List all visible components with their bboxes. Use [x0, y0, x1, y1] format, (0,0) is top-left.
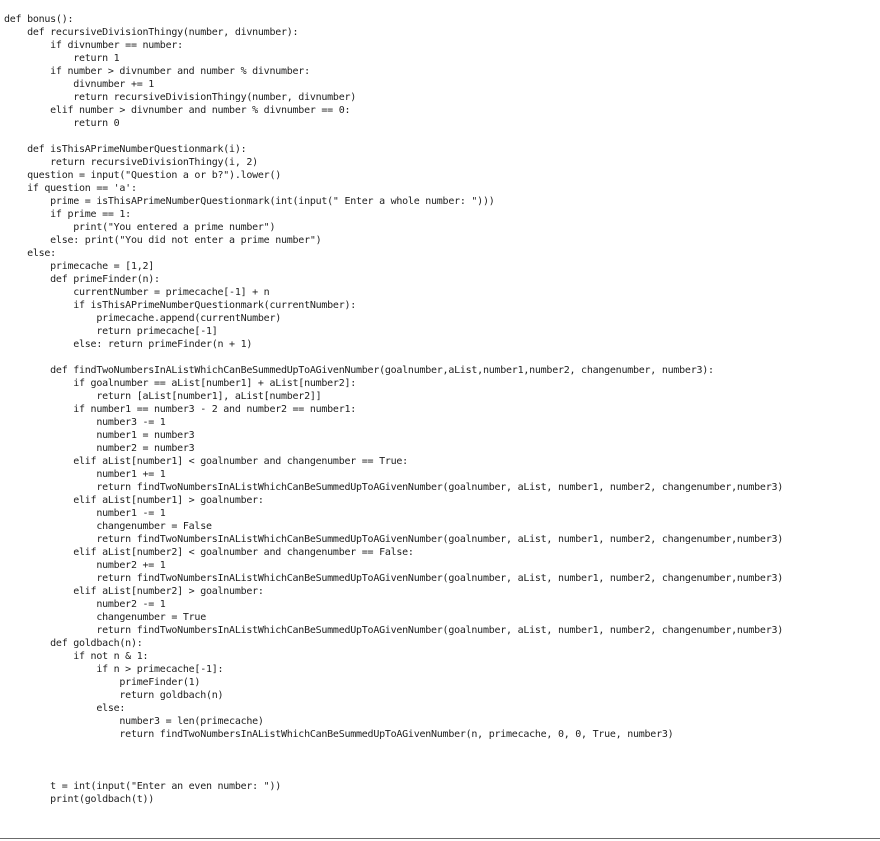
- code-line: else: return primeFinder(n + 1): [4, 339, 253, 350]
- code-line: if isThisAPrimeNumberQuestionmark(currentNumber):: [4, 300, 357, 311]
- code-line: [4, 351, 880, 364]
- code-line: return [aList[number1], aList[number2]]: [4, 391, 322, 402]
- code-line: return recursiveDivisionThingy(i, 2): [4, 157, 258, 168]
- code-line: number3 = len(primecache): [4, 716, 264, 727]
- code-line: return findTwoNumbersInAListWhichCanBeSummedUpToAGivenNumber(goalnumber, aList, number1, number2, changenumber,number3): [4, 625, 784, 636]
- code-line: elif aList[number2] > goalnumber:: [4, 586, 264, 597]
- code-line: number2 += 1: [4, 560, 166, 571]
- code-line: question = input("Question a or b?").lower(): [4, 170, 281, 181]
- code-line: currentNumber = primecache[-1] + n: [4, 287, 270, 298]
- code-line: primecache = [1,2]: [4, 261, 155, 272]
- code-line: number2 -= 1: [4, 599, 166, 610]
- code-line: number1 += 1: [4, 469, 166, 480]
- code-line: return primecache[-1]: [4, 326, 218, 337]
- code-line: if not n & 1:: [4, 651, 149, 662]
- code-line: return 1: [4, 53, 120, 64]
- code-line: divnumber += 1: [4, 79, 155, 90]
- code-line: return 0: [4, 118, 120, 129]
- code-line: if goalnumber == aList[number1] + aList[number2]:: [4, 378, 357, 389]
- code-line: return recursiveDivisionThingy(number, divnumber): [4, 92, 357, 103]
- code-line: return findTwoNumbersInAListWhichCanBeSummedUpToAGivenNumber(n, primecache, 0, 0, True, number3): [4, 729, 674, 740]
- code-line: elif number > divnumber and number % divnumber == 0:: [4, 105, 351, 116]
- code-line: def bonus():: [4, 14, 74, 25]
- code-line: if question == 'a':: [4, 183, 137, 194]
- code-line: else: print("You did not enter a prime number"): [4, 235, 322, 246]
- code-line: def primeFinder(n):: [4, 274, 160, 285]
- code-line: prime = isThisAPrimeNumberQuestionmark(int(input(" Enter a whole number: "))): [4, 196, 495, 207]
- code-line: number1 -= 1: [4, 508, 166, 519]
- code-line: [4, 754, 880, 767]
- code-line: elif aList[number1] > goalnumber:: [4, 495, 264, 506]
- code-line: print("You entered a prime number"): [4, 222, 276, 233]
- code-line: else:: [4, 248, 56, 259]
- code-line: def goldbach(n):: [4, 638, 143, 649]
- code-line: def isThisAPrimeNumberQuestionmark(i):: [4, 144, 247, 155]
- code-line: return goldbach(n): [4, 690, 224, 701]
- code-line: number1 = number3: [4, 430, 195, 441]
- code-line: elif aList[number1] < goalnumber and changenumber == True:: [4, 456, 408, 467]
- code-line: primecache.append(currentNumber): [4, 313, 281, 324]
- code-line: if prime == 1:: [4, 209, 131, 220]
- code-line: [4, 741, 880, 754]
- code-line: return findTwoNumbersInAListWhichCanBeSummedUpToAGivenNumber(goalnumber, aList, number1, number2, changenumber,number3): [4, 573, 784, 584]
- code-line: number2 = number3: [4, 443, 195, 454]
- code-line: print(goldbach(t)): [4, 794, 155, 805]
- code-line: else:: [4, 703, 126, 714]
- code-line: changenumber = False: [4, 521, 212, 532]
- code-line: primeFinder(1): [4, 677, 201, 688]
- code-line: return findTwoNumbersInAListWhichCanBeSummedUpToAGivenNumber(goalnumber, aList, number1, number2, changenumber,number3): [4, 534, 784, 545]
- code-line: return findTwoNumbersInAListWhichCanBeSummedUpToAGivenNumber(goalnumber, aList, number1, number2, changenumber,number3): [4, 482, 784, 493]
- code-line: def findTwoNumbersInAListWhichCanBeSummedUpToAGivenNumber(goalnumber,aList,number1,number2, changenumber, number3):: [4, 365, 714, 376]
- code-line: number3 -= 1: [4, 417, 166, 428]
- code-line: [4, 767, 880, 780]
- code-line: [4, 130, 880, 143]
- code-line: if divnumber == number:: [4, 40, 183, 51]
- code-line: if number > divnumber and number % divnumber:: [4, 66, 310, 77]
- code-line: if n > primecache[-1]:: [4, 664, 224, 675]
- code-line: t = int(input("Enter an even number: ")): [4, 781, 281, 792]
- code-line: if number1 == number3 - 2 and number2 == number1:: [4, 404, 357, 415]
- code-line: elif aList[number2] < goalnumber and changenumber == False:: [4, 547, 414, 558]
- code-line: def recursiveDivisionThingy(number, divnumber):: [4, 27, 299, 38]
- code-line: changenumber = True: [4, 612, 206, 623]
